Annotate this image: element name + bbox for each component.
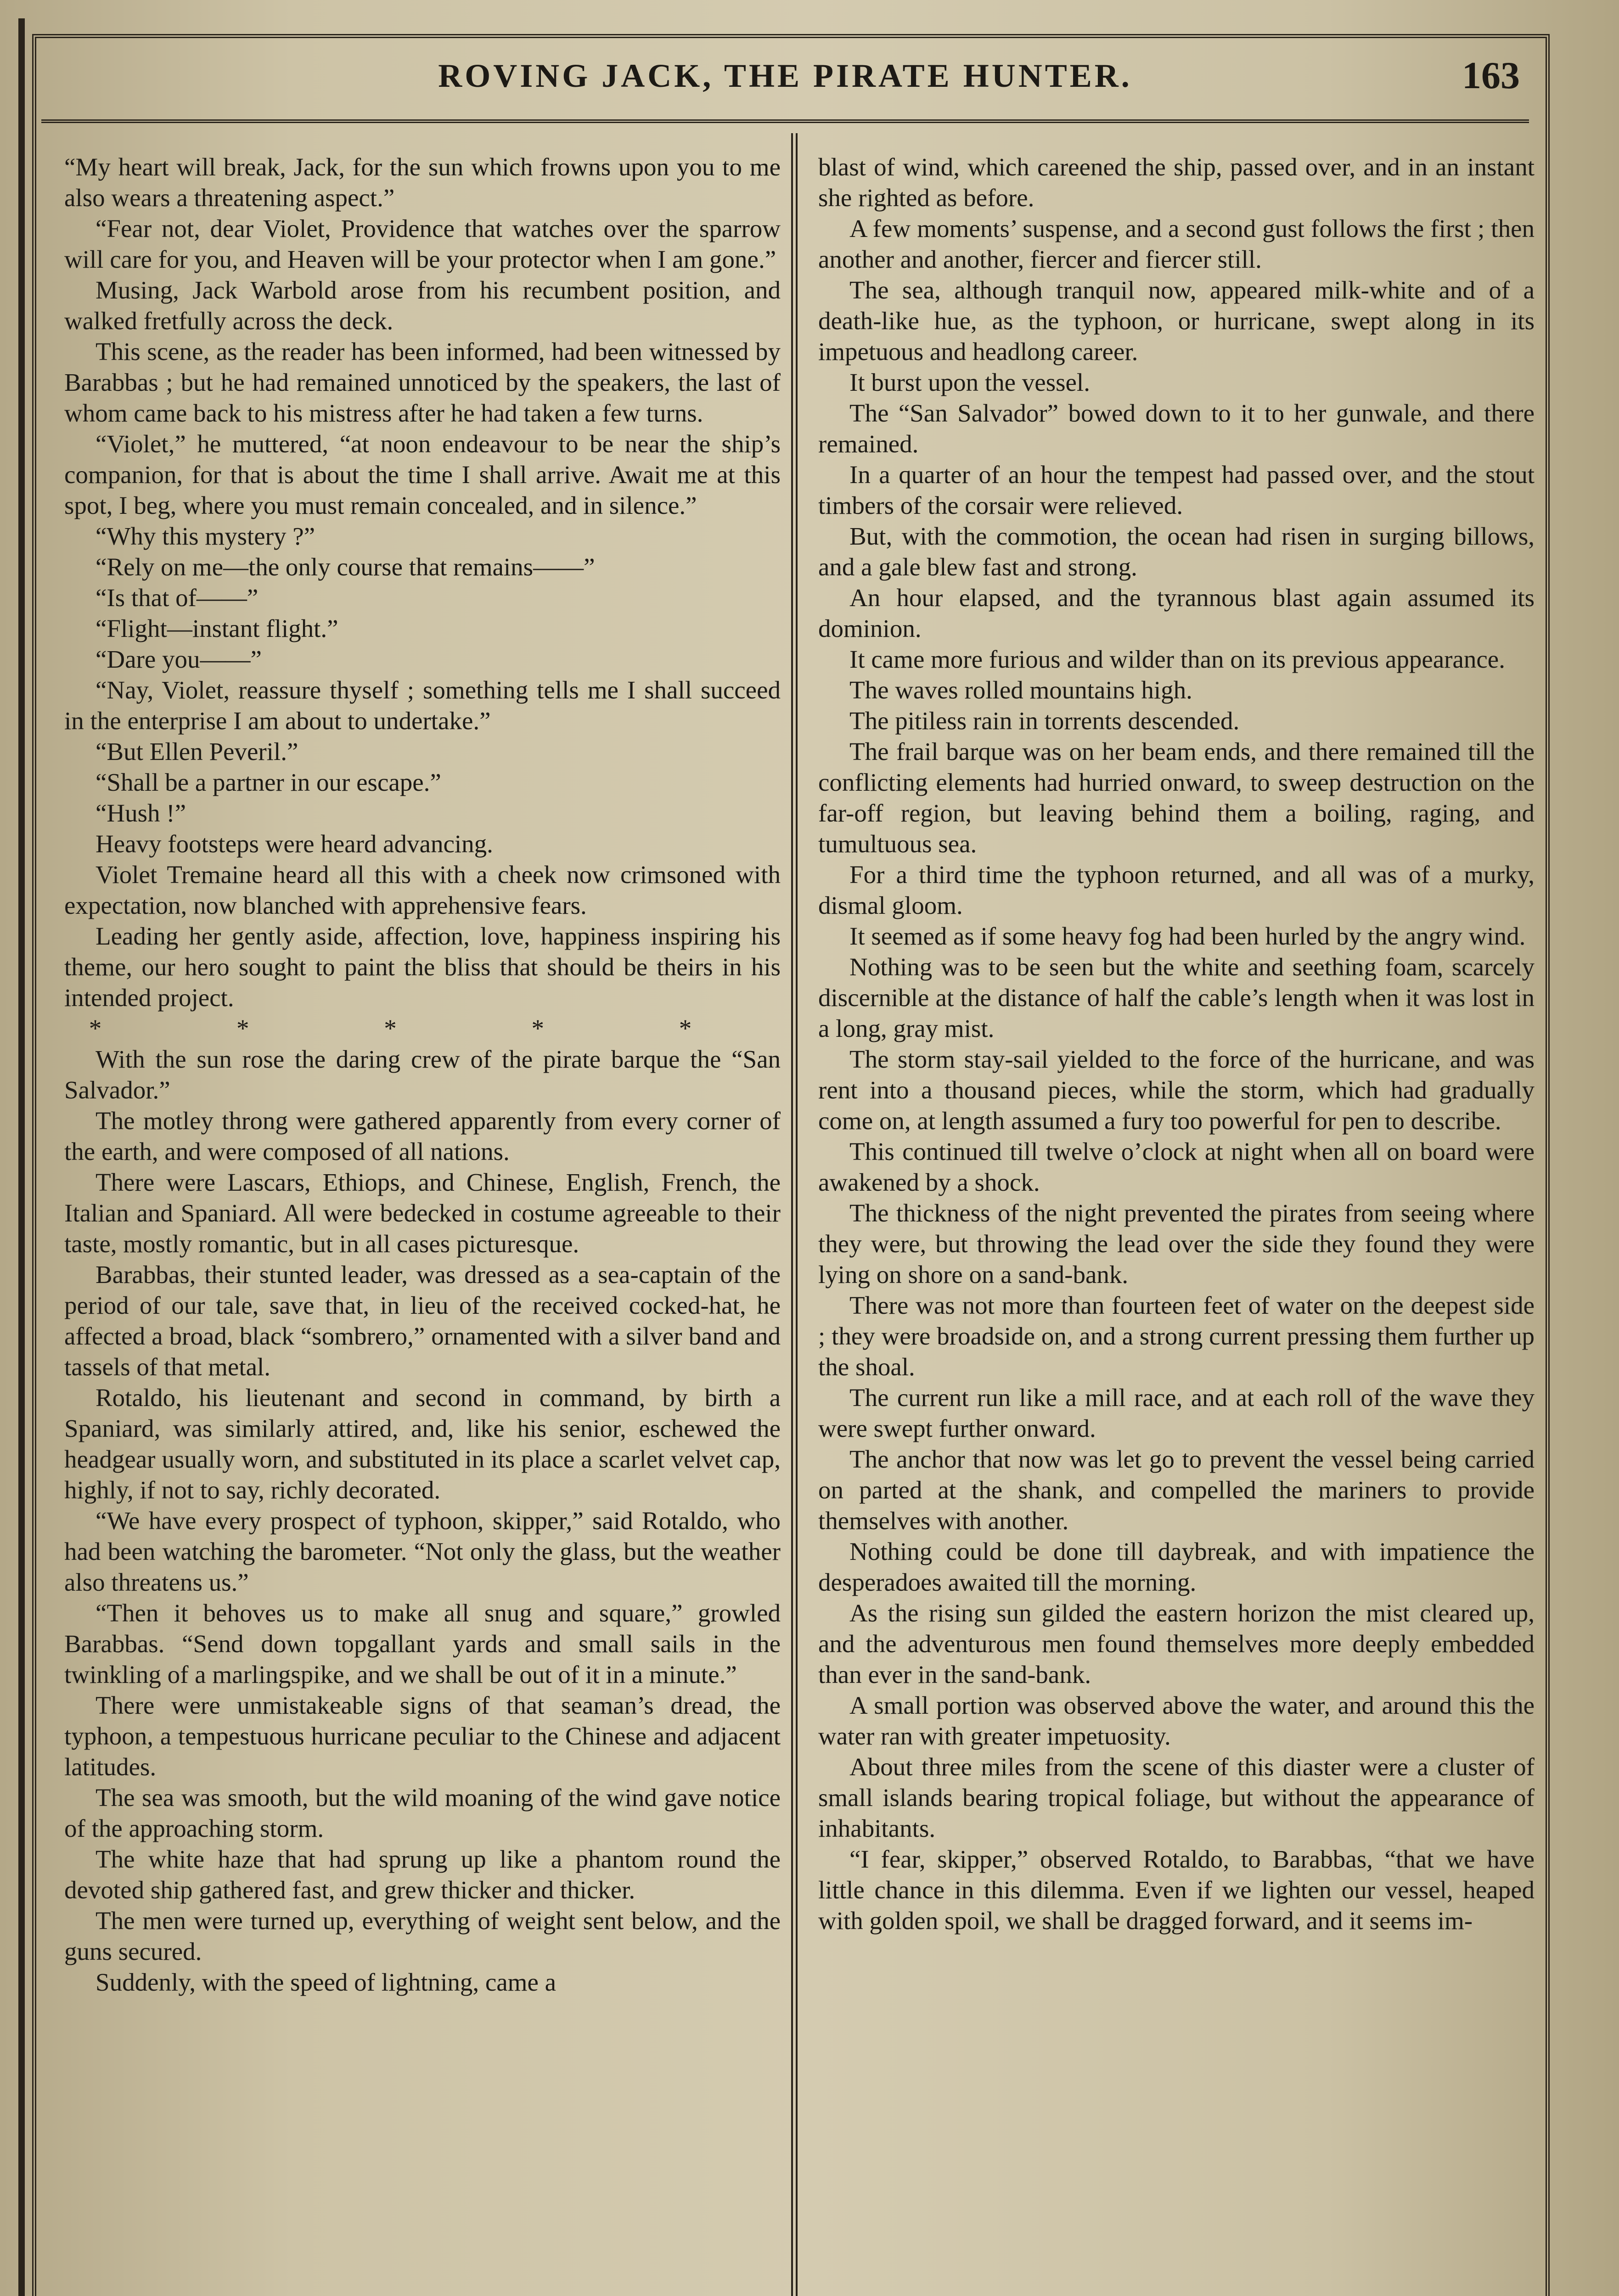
paragraph: It came more furious and wilder than on its previous appearance. <box>849 645 1505 673</box>
paragraph: “Flight—instant flight.” <box>96 614 338 642</box>
paragraph: With the sun rose the daring crew of the pirate barque the “San Salvador.” <box>64 1045 781 1104</box>
left-column <box>64 152 781 2296</box>
paragraph: Barabbas, their stunted leader, was dressed as a sea-captain of the period of our tale, save that, in lieu of the received cocked-hat, he affected a broad, black “sombrero,” ornamented with a silver band and tassels of that metal. <box>64 1261 781 1381</box>
section-break: * * * * * <box>89 1014 756 1042</box>
paragraph: An hour elapsed, and the tyrannous blast again assumed its dominion. <box>818 584 1535 642</box>
paragraph: It burst upon the vessel. <box>849 368 1090 396</box>
paragraph: The men were turned up, everything of weight sent below, and the guns secured. <box>64 1907 781 1965</box>
paragraph: The sea, although tranquil now, appeared milk-white and of a death-like hue, as the typhoon, or hurricane, swept along in its impetuous and headlong career. <box>818 276 1535 366</box>
paragraph: The frail barque was on her beam ends, and there remained till the conflicting elements had hurried onward, to sweep destruction on the far-off region, but leaving behind them a boiling, raging, and tumultuous sea. <box>818 737 1535 858</box>
paragraph: Nothing could be done till daybreak, and with impatience the desperadoes awaited till the morning. <box>818 1537 1535 1596</box>
paragraph: “Shall be a partner in our escape.” <box>96 768 441 796</box>
paragraph: In a quarter of an hour the tempest had passed over, and the stout timbers of the corsair were relieved. <box>818 461 1535 519</box>
paragraph: Musing, Jack Warbold arose from his recumbent position, and walked fretfully across the deck. <box>64 276 781 335</box>
paragraph: “Dare you——” <box>96 645 262 673</box>
paragraph: Suddenly, with the speed of lightning, came a <box>96 1968 557 1996</box>
paragraph: “We have every prospect of typhoon, skipper,” said Rotaldo, who had been watching the barometer. “Not only the glass, but the weather also threatens us.” <box>64 1507 781 1596</box>
paragraph: Nothing was to be seen but the white and seething foam, scarcely discernible at the distance of half the cable’s length when it was lost in a long, gray mist. <box>818 953 1535 1042</box>
paragraph: “My heart will break, Jack, for the sun which frowns upon you to me also wears a threatening aspect.” <box>64 153 781 212</box>
paragraph: But, with the commotion, the ocean had risen in surging billows, and a gale blew fast and strong. <box>818 522 1535 581</box>
paragraph: “I fear, skipper,” observed Rotaldo, to Barabbas, “that we have little chance in this dilemma. Even if we lighten our vessel, heaped with golden spoil, we shall be dragged forward, and it seems im- <box>818 1845 1535 1935</box>
paragraph: There were Lascars, Ethiops, and Chinese, English, French, the Italian and Spaniard. All were bedecked in costume agreeable to their taste, mostly romantic, but in all cases picturesque. <box>64 1168 781 1258</box>
page-number: 163 <box>1462 54 1520 97</box>
right-column <box>818 152 1535 2296</box>
paragraph: The “San Salvador” bowed down to it to her gunwale, and there remained. <box>818 399 1535 458</box>
paragraph: “Rely on me—the only course that remains——” <box>96 553 595 581</box>
page-header <box>41 55 1529 110</box>
paragraph: The waves rolled mountains high. <box>849 676 1192 704</box>
paragraph: It seemed as if some heavy fog had been hurled by the angry wind. <box>849 922 1526 950</box>
paragraph: A small portion was observed above the water, and around this the water ran with greater impetuosity. <box>818 1691 1535 1750</box>
paragraph: “Nay, Violet, reassure thyself ; something tells me I shall succeed in the enterprise I am about to undertake.” <box>64 676 781 735</box>
paragraph: This scene, as the reader has been informed, had been witnessed by Barabbas ; but he had remained unnoticed by the speakers, the last of whom came back to his mistress after he had taken a few turns. <box>64 338 781 427</box>
paragraph: “Fear not, dear Violet, Providence that watches over the sparrow will care for you, and Heaven will be your protector when I am gone.” <box>64 214 781 273</box>
paragraph: “Why this mystery ?” <box>96 522 315 550</box>
paragraph: About three miles from the scene of this diaster were a cluster of small islands bearing tropical foliage, but without the appearance of inhabitants. <box>818 1753 1535 1842</box>
paragraph: Rotaldo, his lieutenant and second in command, by birth a Spaniard, was similarly attired, and, like his senior, eschewed the headgear usually worn, and substituted in its place a scarlet velvet cap, highly, if not to say, richly decorated. <box>64 1384 781 1504</box>
paragraph: Violet Tremaine heard all this with a cheek now crimsoned with expectation, now blanched with apprehensive fears. <box>64 861 781 919</box>
paragraph: The white haze that had sprung up like a phantom round the devoted ship gathered fast, and grew thicker and thicker. <box>64 1845 781 1904</box>
paragraph: As the rising sun gilded the eastern horizon the mist cleared up, and the adventurous men found themselves more deeply embedded than ever in the sand-bank. <box>818 1599 1535 1688</box>
paragraph: The thickness of the night prevented the pirates from seeing where they were, but throwing the lead over the side they found they were lying on shore on a sand-bank. <box>818 1199 1535 1289</box>
paragraph: “Then it behoves us to make all snug and square,” growled Barabbas. “Send down topgallant yards and small sails in the twinkling of a marlingspike, and we shall be out of it in a minute.” <box>64 1599 781 1688</box>
paragraph: Leading her gently aside, affection, love, happiness inspiring his theme, our hero sought to paint the bliss that should be theirs in his intended project. <box>64 922 781 1012</box>
paragraph: For a third time the typhoon returned, and all was of a murky, dismal gloom. <box>818 861 1535 919</box>
paragraph: The storm stay-sail yielded to the force of the hurricane, and was rent into a thousand pieces, while the storm, which had gradually come on, at length assumed a fury too powerful for pen to describe. <box>818 1045 1535 1135</box>
paragraph: The motley throng were gathered apparently from every corner of the earth, and were composed of all nations. <box>64 1107 781 1165</box>
paragraph: blast of wind, which careened the ship, passed over, and in an instant she righted as before. <box>818 153 1535 212</box>
paragraph: “Is that of——” <box>96 584 259 612</box>
running-head: ROVING JACK, THE PIRATE HUNTER. <box>438 57 1132 94</box>
header-rule <box>41 119 1529 123</box>
paragraph: “But Ellen Peveril.” <box>96 737 298 765</box>
paragraph: This continued till twelve o’clock at night when all on board were awakened by a shock. <box>818 1137 1535 1196</box>
paragraph: Heavy footsteps were heard advancing. <box>96 830 493 858</box>
paragraph: The anchor that now was let go to prevent the vessel being carried on parted at the shank, and compelled the mariners to provide themselves with another. <box>818 1445 1535 1535</box>
paragraph: The sea was smooth, but the wild moaning of the wind gave notice of the approaching storm. <box>64 1784 781 1842</box>
column-divider <box>791 133 798 2296</box>
paragraph: “Violet,” he muttered, “at noon endeavour to be near the ship’s companion, for that is about the time I shall arrive. Await me at this spot, I beg, where you must remain concealed, and in silence.” <box>64 430 781 519</box>
paragraph: There were unmistakeable signs of that seaman’s dread, the typhoon, a tempestuous hurricane peculiar to the Chinese and adjacent latitudes. <box>64 1691 781 1781</box>
binding-edge <box>18 18 25 2296</box>
paragraph: There was not more than fourteen feet of water on the deepest side ; they were broadside on, and a strong current pressing them further up the shoal. <box>818 1291 1535 1381</box>
paragraph: A few moments’ suspense, and a second gust follows the first ; then another and another, fiercer and fiercer still. <box>818 214 1535 273</box>
paragraph: The current run like a mill race, and at each roll of the wave they were swept further onward. <box>818 1384 1535 1442</box>
paragraph: “Hush !” <box>96 799 186 827</box>
paragraph: The pitiless rain in torrents descended. <box>849 707 1240 735</box>
